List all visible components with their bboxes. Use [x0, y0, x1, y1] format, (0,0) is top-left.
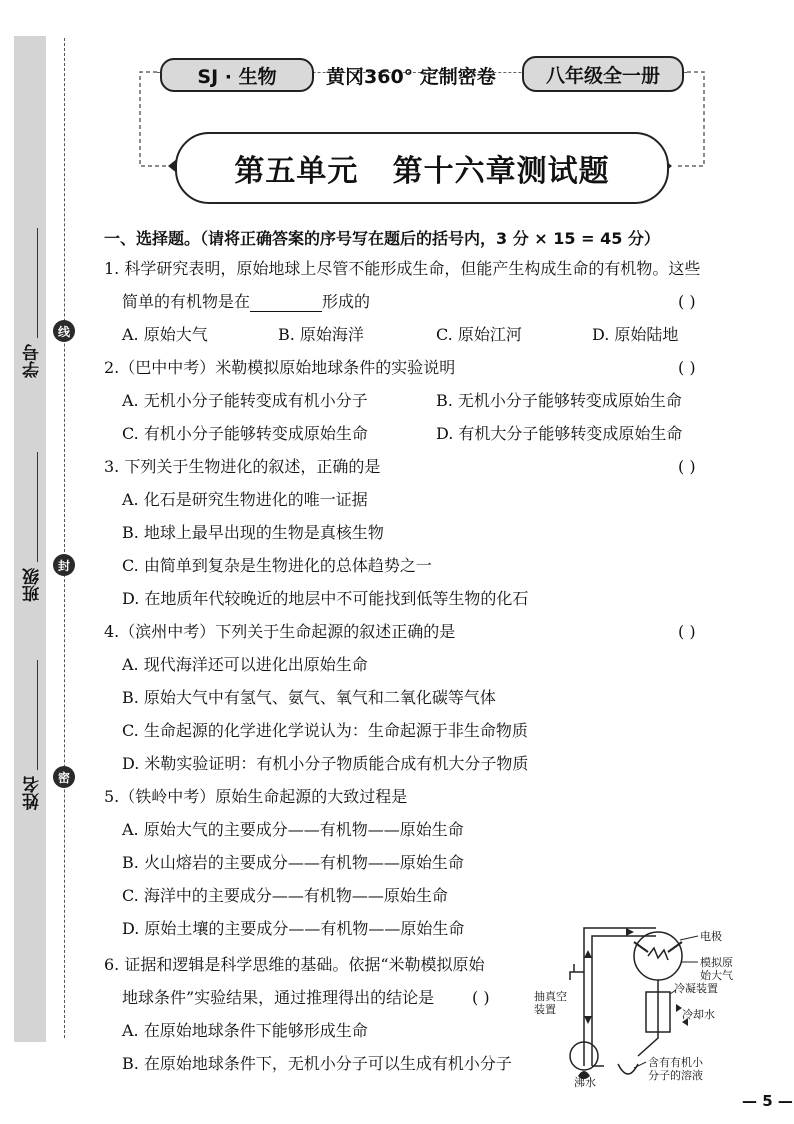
page-title: 第五单元 第十六章测试题: [234, 154, 610, 189]
q1-stem-line2: [122, 292, 370, 312]
solution-label: 含有有机小 分子的溶液: [648, 1056, 703, 1082]
q5-option-a: A. 原始大气的主要成分——有机物——原始生命: [122, 820, 464, 839]
q4-answer-paren: ( ): [678, 622, 696, 641]
seal-fold-mark: 密: [53, 766, 75, 788]
q5-option-b: B. 火山熔岩的主要成分——有机物——原始生命: [122, 853, 464, 872]
q3-option-c: C. 由简单到复杂是生物进化的总体趋势之一: [122, 556, 432, 575]
miller-apparatus-diagram: [534, 916, 766, 1092]
student-id-label: 学号: [23, 344, 43, 378]
q1-option-d: D. 原始陆地: [592, 325, 679, 344]
q3-stem: 3. 下列关于生物进化的叙述，正确的是: [104, 457, 381, 476]
class-label: 班级: [23, 568, 43, 602]
condenser-label: 冷凝装置: [674, 982, 718, 995]
q6-stem-line2: 地球条件”实验结果，通过推理得出的结论是: [122, 988, 435, 1007]
name-label: 姓名: [23, 776, 43, 810]
q3-option-d: D. 在地质年代较晚近的地层中不可能找到低等生物的化石: [122, 589, 529, 608]
seal-line-mark: 线: [53, 320, 75, 342]
title-box: [175, 132, 669, 204]
q3-option-b: B. 地球上最早出现的生物是真核生物: [122, 523, 384, 542]
q6-answer-paren: ( ): [472, 988, 490, 1007]
brand-text: 黄冈360° 定制密卷: [326, 66, 496, 88]
q3-option-a: A. 化石是研究生物进化的唯一证据: [122, 490, 368, 509]
boiling-water-label: 沸水: [574, 1076, 596, 1089]
q1-answer-paren: ( ): [678, 292, 696, 311]
class-line: [37, 452, 38, 562]
cooling-water-label: 冷却水: [682, 1008, 715, 1021]
q2-stem: 2.（巴中中考）米勒模拟原始地球条件的实验说明: [104, 358, 456, 377]
q2-option-d: D. 有机大分子能够转变成原始生命: [436, 424, 683, 443]
q2-option-c: C. 有机小分子能够转变成原始生命: [122, 424, 368, 443]
section-heading: 一、选择题。（请将正确答案的序号写在题后的括号内，3 分 × 15 = 45 分）: [104, 229, 660, 248]
q4-stem: 4.（滨州中考）下列关于生命起源的叙述正确的是: [104, 622, 456, 641]
electrode-label: 电极: [700, 930, 722, 943]
q5-option-d: D. 原始土壤的主要成分——有机物——原始生命: [122, 919, 465, 938]
grade-pill: 八年级全一册: [522, 56, 684, 92]
q6-option-b: B. 在原始地球条件下，无机小分子可以生成有机小分子: [122, 1054, 512, 1073]
q1-stem-part-a: 简单的有机物是在: [122, 292, 251, 311]
q2-option-a: A. 无机小分子能转变成有机小分子: [122, 391, 368, 410]
q2-answer-paren: ( ): [678, 358, 696, 377]
q6-stem-line1: 6. 证据和逻辑是科学思维的基础。依据“米勒模拟原始: [104, 955, 485, 974]
subject-pill: SJ · 生物: [160, 58, 314, 92]
q4-option-a: A. 现代海洋还可以进化出原始生命: [122, 655, 368, 674]
seal-seal-mark: 封: [53, 554, 75, 576]
q1-stem-part-b: 形成的: [322, 292, 371, 311]
vacuum-pump-label: 抽真空 装置: [534, 990, 567, 1016]
name-line: [37, 660, 38, 770]
page-number: — 5 —: [742, 1092, 793, 1110]
q1-fill-blank: [250, 295, 322, 312]
q1-option-c: C. 原始江河: [436, 325, 522, 344]
simulated-atmosphere-label: 模拟原 始大气: [700, 956, 733, 982]
q2-option-b: B. 无机小分子能够转变成原始生命: [436, 391, 682, 410]
q5-stem: 5.（铁岭中考）原始生命起源的大致过程是: [104, 787, 408, 806]
q4-option-d: D. 米勒实验证明：有机小分子物质能合成有机大分子物质: [122, 754, 529, 773]
q5-option-c: C. 海洋中的主要成分——有机物——原始生命: [122, 886, 448, 905]
q1-option-a: A. 原始大气: [122, 325, 208, 344]
q3-answer-paren: ( ): [678, 457, 696, 476]
student-id-line: [37, 228, 38, 338]
q4-option-b: B. 原始大气中有氢气、氨气、氧气和二氧化碳等气体: [122, 688, 496, 707]
q6-option-a: A. 在原始地球条件下能够形成生命: [122, 1021, 368, 1040]
q1-option-b: B. 原始海洋: [278, 325, 364, 344]
q4-option-c: C. 生命起源的化学进化学说认为：生命起源于非生命物质: [122, 721, 528, 740]
q1-stem-line1: 1. 科学研究表明，原始地球上尽管不能形成生命，但能产生构成生命的有机物。这些: [104, 259, 701, 278]
